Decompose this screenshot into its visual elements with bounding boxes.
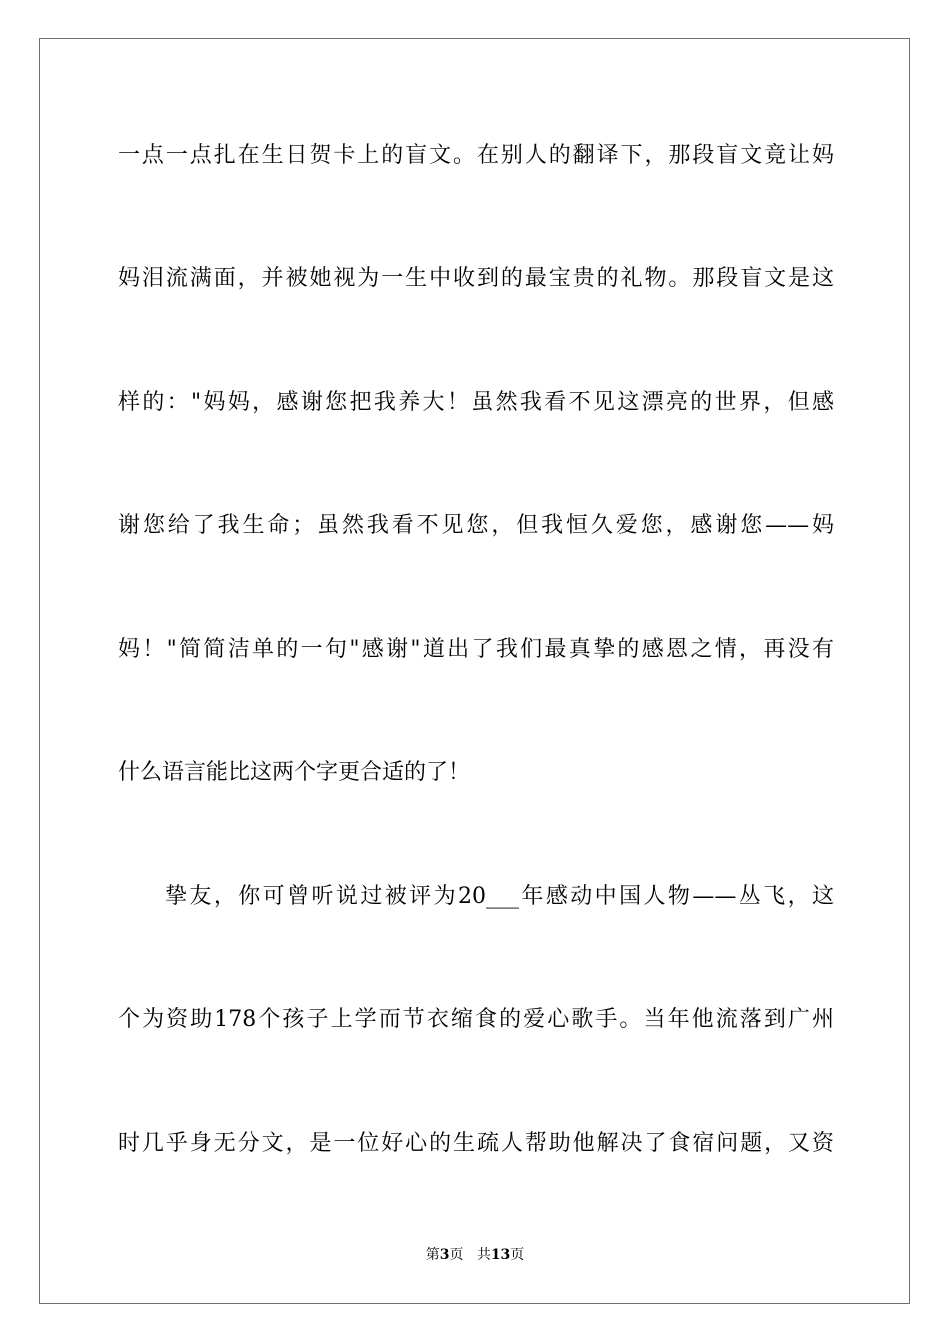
- total-pages: 13: [490, 1247, 511, 1263]
- paragraph-line-1: 一点一点扎在生日贺卡上的盲文。在别人的翻译下，那段盲文竟让妈: [118, 143, 834, 168]
- paragraph-line-2: 妈泪流满面，并被她视为一生中收到的最宝贵的礼物。那段盲文是这: [118, 266, 834, 291]
- paragraph-line-4: 谢您给了我生命；虽然我看不见您，但我恒久爱您，感谢您——妈: [118, 513, 834, 538]
- page-border: [39, 38, 910, 1304]
- total-prefix: 共: [476, 1247, 491, 1263]
- page-footer: [0, 1246, 950, 1264]
- paragraph-line-8: 个为资助178个孩子上学而节衣缩食的爱心歌手。当年他流落到广州: [118, 1007, 834, 1032]
- paragraph-line-3: 样的："妈妈，感谢您把我养大！虽然我看不见这漂亮的世界，但感: [118, 390, 834, 415]
- total-suffix: 页: [510, 1247, 525, 1263]
- paragraph-line-5: 妈！"简简洁单的一句"感谢"道出了我们最真挚的感恩之情，再没有: [118, 637, 834, 662]
- paragraph-line-6: 什么语言能比这两个字更合适的了！: [118, 760, 471, 785]
- paragraph-line-7: 挚友，你可曾听说过被评为20___年感动中国人物——丛飞，这: [165, 884, 834, 909]
- paragraph-line-9: 时几乎身无分文，是一位好心的生疏人帮助他解决了食宿问题，又资: [118, 1131, 834, 1156]
- page-prefix: 第: [425, 1247, 440, 1263]
- page-suffix: 页: [449, 1247, 464, 1263]
- page-number: 3: [439, 1247, 450, 1263]
